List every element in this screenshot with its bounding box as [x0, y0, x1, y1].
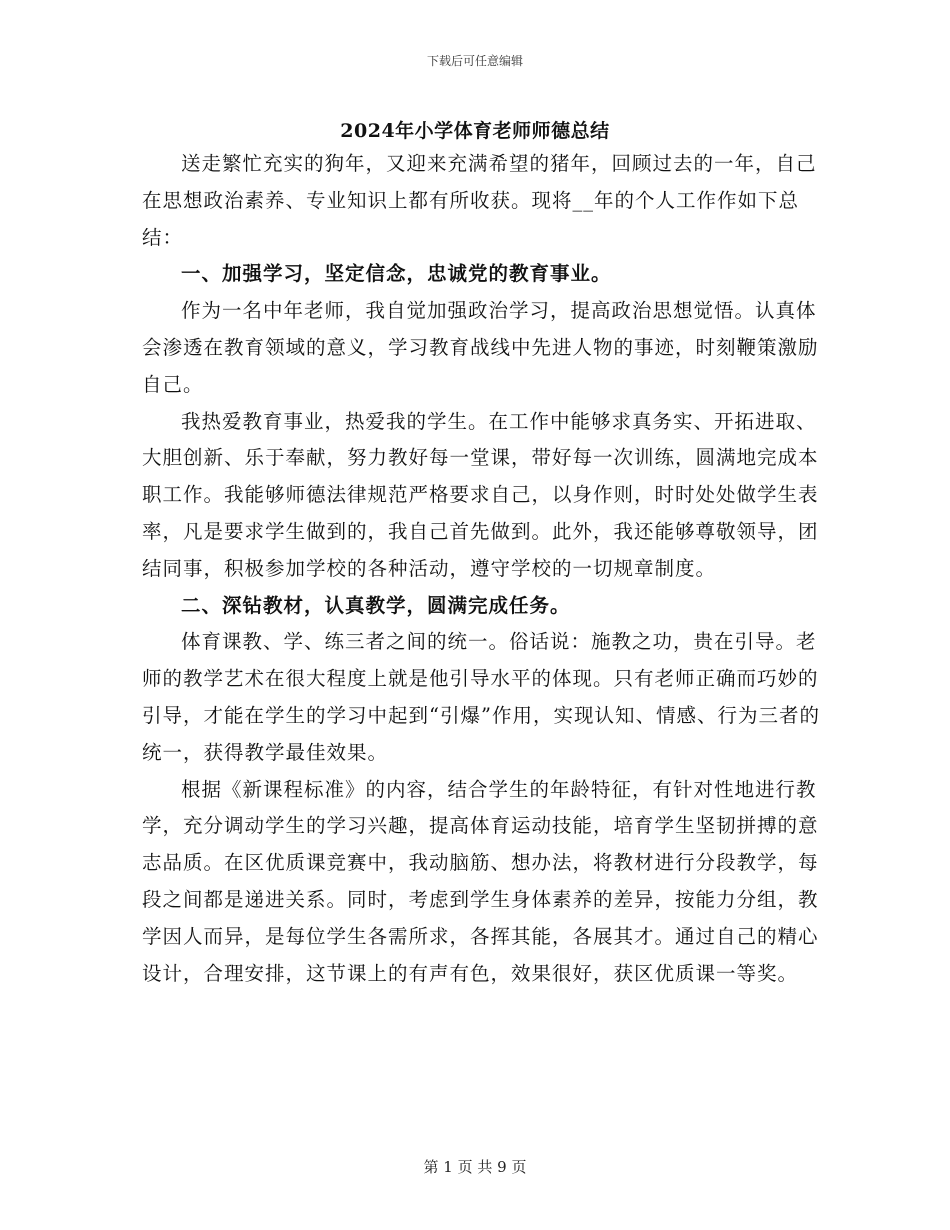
- page-header-note: 下载后可任意编辑: [426, 54, 523, 68]
- paragraph-study: 作为一名中年老师，我自觉加强政治学习，提高政治思想觉悟。认真体会渗透在教育领域的意义，学习教育战线中先进人物的事迹，时刻鞭策激励自己。: [142, 299, 819, 396]
- paragraph-curriculum: 根据《新课程标准》的内容，结合学生的年龄特征，有针对性地进行教学，充分调动学生的学习兴趣，提高体育运动技能，培育学生坚韧拼搏的意志品质。在区优质课竞赛中，我动脑筋、想办法，将教材进行分段教学，每段之间都是递进关系。同时，考虑到学生身体素养的差异，按能力分组，教学因人而异，是每位学生各需所求，各挥其能，各展其才。通过自己的精心设计，合理安排，这节课上的有声有色，效果很好，获区优质课一等奖。: [142, 777, 819, 985]
- section-heading-2: 二、深钻教材，认真教学，圆满完成任务。: [181, 593, 571, 617]
- paragraph-teaching: 体育课教、学、练三者之间的统一。俗话说：施教之功，贵在引导。老师的教学艺术在很大程度上就是他引导水平的体现。只有老师正确而巧妙的引导，才能在学生的学习中起到“引爆”作用，实现认知、情感、行为三者的统一，获得教学最佳效果。: [142, 630, 820, 764]
- page-number: 第 1 页 共 9 页: [423, 1158, 527, 1176]
- section-heading-1: 一、加强学习，坚定信念，忠诚党的教育事业。: [181, 262, 612, 286]
- document-title: 2024年小学体育老师师德总结: [340, 120, 610, 142]
- document-body: [142, 146, 832, 992]
- paragraph-intro: 送走繁忙充实的狗年，又迎来充满希望的猪年，回顾过去的一年，自己在思想政治素养、专业知识上都有所收获。现将__年的个人工作作如下总结：: [142, 152, 817, 249]
- paragraph-dedication: 我热爱教育事业，热爱我的学生。在工作中能够求真务实、开拓进取、大胆创新、乐于奉献，努力教好每一堂课，带好每一次训练，圆满地完成本职工作。我能够师德法律规范严格要求自己，以身作则，时时处处做学生表率，凡是要求学生做到的，我自己首先做到。此外，我还能够尊敬领导，团结同事，积极参加学校的各种活动，遵守学校的一切规章制度。: [142, 409, 819, 580]
